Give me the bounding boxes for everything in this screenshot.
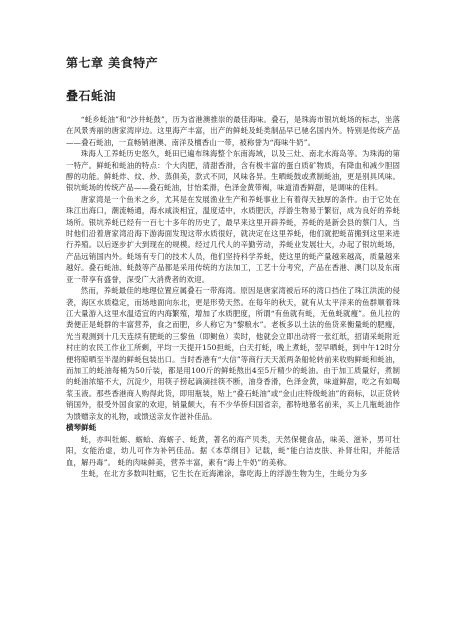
chapter-title: 第七章 美食特产	[66, 56, 159, 70]
paragraph: 然而，养蚝最佳的地理位置应属叠石一带海湾。原因是唐家湾被后环的湾口挡住了珠江洪流的侵袭，海区水质稳定，而场地面向东北，更是形势天然。在每年的秋天，就有从太平洋来的鱼群顺着珠江大量游入这里水温适宜的内海繁殖，增加了水质肥度，所谓“有鱼就有蚝，无鱼蚝就瘦”。鱼儿拉的粪便正是蚝群的丰富营养，食之而肥，乡人称它为“黎粮水”。老板多以土法的鱼货来衡量蚝的肥瘦，光当观测到十几天连续有肥蚝的三黎鱼（即鲥鱼）卖时，他就会立即出动将一张红纸，招请采蚝附近村庄的农民工作业工所剩，平均一天提开150担蚝，白天打蚝，晚上煮蚝，翌早晒蚝，到中午12时分便将晾晒至半湿的鲜蚝包装出口。当时香港有“大信”等商行天天派两条船轮转前来收购鲜蚝和蚝油，而加工的蚝油每桶为50斤装，都是用100斤的鲜蚝熬出4至5斤精少的蚝油。由于加工质量好，煮制的蚝油浓缩不大，沉淀少，用筷子捞起滴滴挂筷不断，油身香滑，色泽金黄，味道鲜甜，吃之有如喝浆玉液。那些香港商人购得此货，即用瓶装，贴上“叠石蚝油”或“金山庄特级蚝油”的商标，以正货转销国外，很受外国食家的欢迎，销量颇大，有不少华侨归国省亲，都特地慕名前来，买上几瓶蚝油作为馈赠亲友的礼物，或馈送亲友作滋补佳品。	[66, 286, 400, 421]
subheading: 横琴鲜蚝	[66, 422, 97, 432]
paragraph: 珠海人工养蚝历史悠久，蚝田已遍布珠海整个东南海域，以及三灶、南北水海岛等。为珠海的第一特产。鲜蚝和蚝油的特点：个大肉肥，清甜香滑，含有极丰富的蛋白质矿物质，有降血和减少胆固醇的功能。鲜蚝炸、炆、炒、蒸俱美，款式不同，风味各异。生晒蚝鼓或煮制蚝油，更是别具风味。银坑蚝场的传统产品——叠石蚝油，甘怡柔滑，色泽金黄带褐，味道清香鲜甜，是调味的佳料。	[66, 149, 400, 193]
section-title: 叠石蚝油	[66, 89, 117, 103]
body-text	[66, 114, 400, 480]
paragraph: “蚝乡蚝油”和“沙井蚝鼓”，历为省港澳推崇的最佳海味。叠石，是珠海市银坑蚝场的标志，坐落在风景秀丽的唐家湾岸边。这里海产丰富，出产的鲜蚝及蚝类制品早已驰名国内外。特别是传统产品——叠石蚝油，一直畅销港澳、南洋及檀香山一带，被称誉为“海味牛奶”。	[66, 115, 400, 147]
paragraph: 唐家湾是一个鱼米之乡，尤其是在发展渔业生产和养蚝事业上有着得天独厚的条件。由于它处在珠江出海口，潮流畅通，海水咸淡相宜，温度适中，水质肥沃，浮游生物易于繁衍，成为良好的养蚝场所。银坑养蚝已经有一百七十多年的历史了，最早来这里开辟养蚝，养蚝的是新会县的蔡门人，当时他们沿着唐家湾沿海下游海面发现这带水质很好，就决定在这里养蚝，他们就把蚝苗搬到这里来进行养殖。以后逐步扩大到现在的规模。经过几代人的辛勤劳动，养蚝业发展壮大，办起了银坑蚝场，产品远销国内外。蚝场有专门的技术人员，他们坚持科学养蚝，使这里的蚝产量越来越高，质量越来越好。叠石蚝油、蚝鼓等产品都是采用传统的方法加工，工艺十分考究，产品在香港、澳门以及东南亚一带享有盛誉，深受广大消费者的欢迎。	[66, 194, 400, 284]
paragraph: 生蚝，在北方多数叫牡蛎，它生长在近海滩涂，靠吃海上的浮游生物为生，生蚝分为多	[80, 469, 368, 479]
paragraph: 蚝，亦叫牡蛎、蛎蛤、海蛎子、蚝黄，著名的海产贝类，天然保健食品，味美、滋补，男可壮阳，女能治虚，幼儿可作为补钙佳品。据《本草纲目》记载，蚝“能白洁皮肤、补肾壮阳，并能活血，解丹毒”。 蚝的肉味鲜美，营养丰富，素有“海上牛奶”的美称。	[66, 434, 400, 467]
